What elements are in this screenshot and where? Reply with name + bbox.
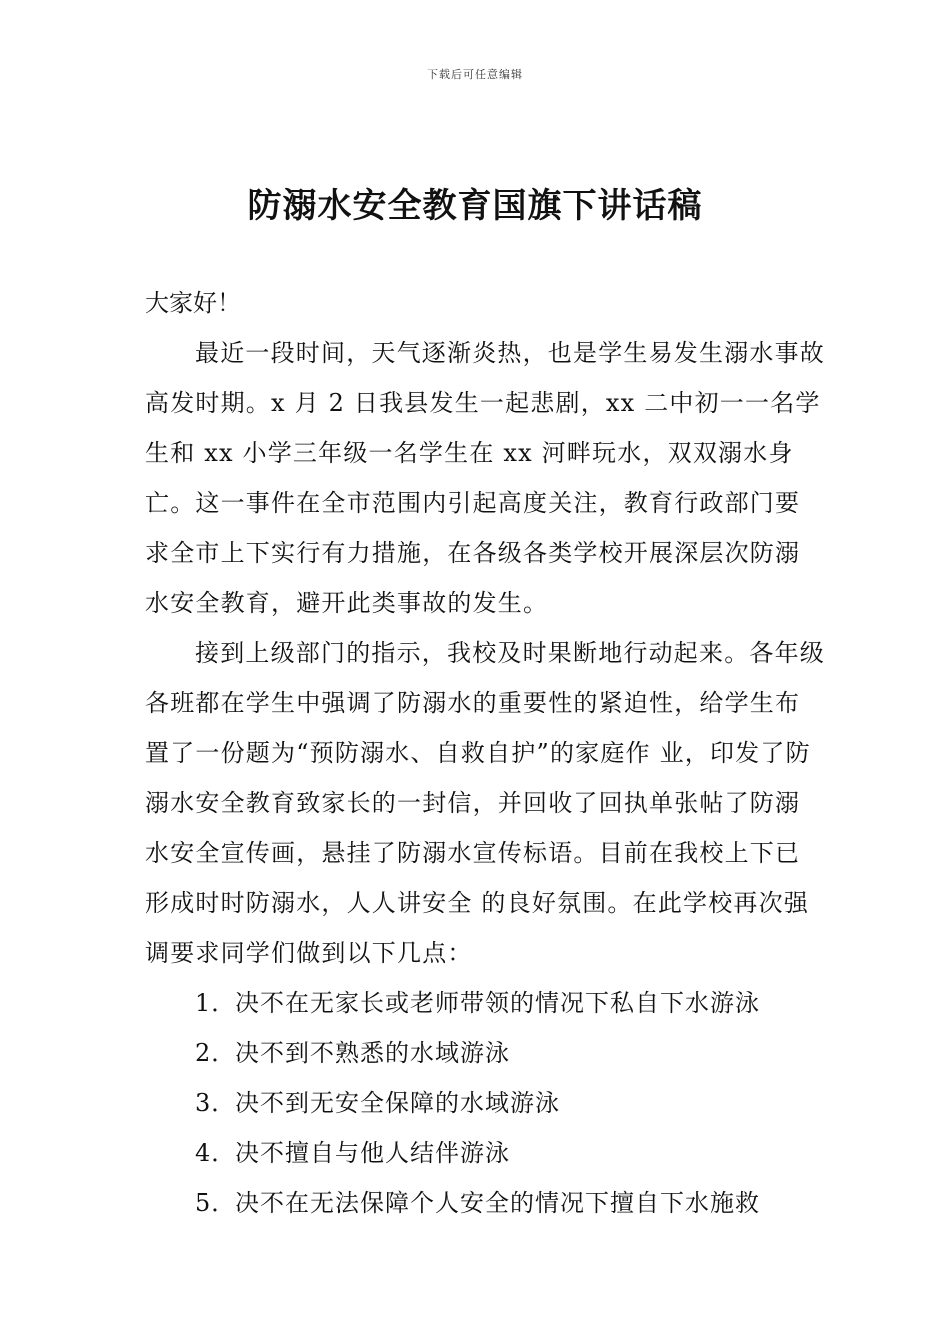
list-number: 4． xyxy=(195,1139,237,1167)
list-number: 3． xyxy=(195,1089,237,1117)
list-text: 决不擅自与他人结伴游泳 xyxy=(235,1139,510,1167)
list-number: 2． xyxy=(195,1039,237,1067)
list-number: 5． xyxy=(195,1189,237,1217)
paragraph: 接到上级部门的指示，我校及时果断地行动起来。各年级各班都在学生中强调了防溺水的重要性的紧迫性，给学生布置了一份题为“预防溺水、自救自护”的家庭作 业，印发了防溺水安全教育致家长的一封信，并回收了回执单张帖了防溺水安全宣传画，悬挂了防溺水宣传标语。目前在我校上下已形成时时防溺水，人人讲安全 的良好氛围。在此学校再次强调要求同学们做到以下几点： xyxy=(145,639,825,967)
list-text: 决不在无法保障个人安全的情况下擅自下水施救 xyxy=(235,1189,760,1217)
list-text: 决不在无家长或老师带领的情况下私自下水游泳 xyxy=(235,989,760,1017)
list-text: 决不到无安全保障的水域游泳 xyxy=(235,1089,560,1117)
paragraph: 最近一段时间，天气逐渐炎热，也是学生易发生溺水事故高发时期。x 月 2 日我县发生一起悲剧，xx 二中初一一名学生和 xx 小学三年级一名学生在 xx 河畔玩水，双双溺水身亡。这一事件在全市范围内引起高度关注，教育行政部门要求全市上下实行有力措施，在各级各类学校开展深层次防溺水安全教育，避开此类事故的发生。 xyxy=(145,339,825,617)
document-body xyxy=(145,278,825,1228)
list-number: 1． xyxy=(195,989,237,1017)
header-note: 下载后可任意编辑 xyxy=(427,68,523,81)
list-item xyxy=(145,978,825,1028)
list-item xyxy=(145,1028,825,1078)
list-text: 决不到不熟悉的水域游泳 xyxy=(235,1039,510,1067)
greeting: 大家好！ xyxy=(145,289,241,317)
rules-list xyxy=(145,978,825,1228)
list-item xyxy=(145,1178,825,1228)
list-item xyxy=(145,1128,825,1178)
document-title: 防溺水安全教育国旗下讲话稿 xyxy=(247,186,703,226)
list-item xyxy=(145,1078,825,1128)
